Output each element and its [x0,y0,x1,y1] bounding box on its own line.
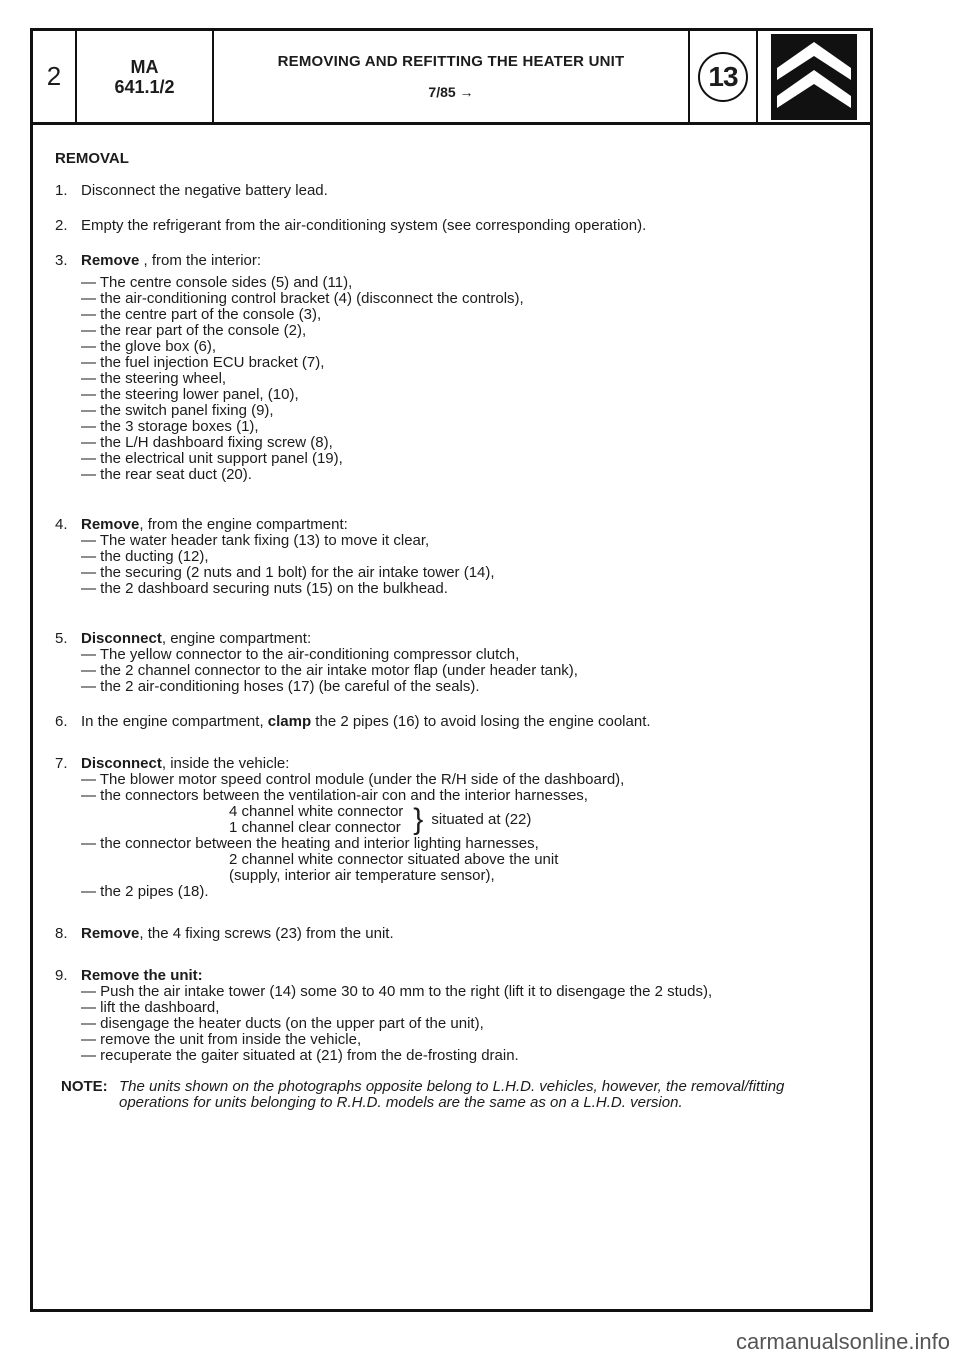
page-frame [30,28,873,1312]
step-number: 7. [55,755,68,772]
step-4 [55,517,850,597]
list-item: — the 2 channel connector to the air intake motor flap (under header tank), [81,662,578,679]
step-2 [55,218,850,234]
step-number: 4. [55,516,68,533]
section-heading: REMOVAL [55,150,129,167]
list-item: — the connector between the heating and interior lighting harnesses, [81,835,539,852]
list-item: — The water header tank fixing (13) to move it clear, [81,532,430,549]
step-number: 9. [55,967,68,984]
note-line: operations for units belonging to R.H.D. models are the same as on a L.H.D. version. [119,1094,683,1111]
step-text: , from the interior: [139,252,262,269]
step-3 [55,253,850,483]
note [55,1079,850,1111]
step-text: , the 4 fixing screws (23) from the unit. [139,925,394,942]
list-item: — the 2 pipes (18). [81,883,209,900]
step-text: , inside the vehicle: [161,755,290,772]
list-item: — the 2 air-conditioning hoses (17) (be careful of the seals). [81,678,480,695]
list-item: — lift the dashboard, [81,999,220,1016]
list-item: — the fuel injection ECU bracket (7), [81,354,325,371]
chapter-number: 13 [698,52,748,102]
step-7 [55,756,850,900]
page-header [33,31,870,125]
connector-group [229,804,850,836]
code-line-2: 641.1/2 [114,76,175,97]
watermark: carmanualsonline.info [735,1329,950,1354]
step-action: Disconnect [81,630,162,647]
list-item: — the rear seat duct (20). [81,466,252,483]
note-label: NOTE: [61,1078,108,1095]
list-item: — the L/H dashboard fixing screw (8), [81,434,333,451]
sub-line: 2 channel white connector situated above the unit [229,851,559,868]
code-line-1: MA [130,56,159,77]
step-number: 5. [55,630,68,647]
step-text: In the engine compartment, [81,713,268,730]
step-6 [55,714,850,730]
operation-code [77,31,214,122]
step-action: Remove the unit: [81,967,203,984]
step-number: 6. [55,713,68,730]
list-item: — the securing (2 nuts and 1 bolt) for the air intake tower (14), [81,564,495,581]
logo-cell [758,31,870,122]
chapter-cell [690,31,758,122]
step-action: Disconnect [81,755,162,772]
step-8 [55,926,850,942]
connector-line: 4 channel white connector [229,803,404,820]
step-action: Remove [81,252,140,269]
brace-icon: } [413,803,424,836]
step-number: 2. [55,217,68,234]
sub-line: (supply, interior air temperature sensor), [229,867,495,884]
header-title-block [214,31,690,122]
list-item: — The centre console sides (5) and (11), [81,274,353,291]
step-text: Disconnect the negative battery lead. [81,182,328,199]
list-item: — the 2 dashboard securing nuts (15) on the bulkhead. [81,580,448,597]
step-1 [55,183,850,199]
list-item: — disengage the heater ducts (on the upper part of the unit), [81,1015,484,1032]
list-item: — the air-conditioning control bracket (4) (disconnect the controls), [81,290,524,307]
list-item: — the ducting (12), [81,548,209,565]
step-5 [55,631,850,695]
citroen-logo-icon [771,34,857,120]
list-item: — the electrical unit support panel (19), [81,450,343,467]
list-item: — The yellow connector to the air-conditioning compressor clutch, [81,646,520,663]
step-number: 1. [55,182,68,199]
step-action: Remove [81,925,140,942]
list-item: — the rear part of the console (2), [81,322,307,339]
section-number: 2 [33,31,77,122]
list-item: — recuperate the gaiter situated at (21) from the de-frosting drain. [81,1047,519,1064]
list-item: — the centre part of the console (3), [81,306,322,323]
step-number: 3. [55,252,68,269]
note-line: The units shown on the photographs opposite belong to L.H.D. vehicles, however, the removal/fitting [119,1078,785,1095]
list-item: — The blower motor speed control module (under the R/H side of the dashboard), [81,771,625,788]
step-action: Remove [81,516,140,533]
step-text: Empty the refrigerant from the air-conditioning system (see corresponding operation). [81,217,647,234]
step-text: the 2 pipes (16) to avoid losing the engine coolant. [311,713,651,730]
date-code: 7/85 → [428,84,474,100]
list-item: — Push the air intake tower (14) some 30 to 40 mm to the right (lift it to disengage the 2 studs), [81,983,713,1000]
list-item: — the switch panel fixing (9), [81,402,274,419]
step-text: , from the engine compartment: [139,516,348,533]
list-item: — the steering wheel, [81,370,227,387]
step-text: , engine compartment: [161,630,312,647]
list-item: — the 3 storage boxes (1), [81,418,259,435]
list-item: — remove the unit from inside the vehicle, [81,1031,362,1048]
list-item: — the connectors between the ventilation-air con and the interior harnesses, [81,787,588,804]
step-action: clamp [267,713,312,730]
list-item: — the steering lower panel, (10), [81,386,299,403]
step-number: 8. [55,925,68,942]
content [55,151,850,1111]
page-title: REMOVING AND REFITTING THE HEATER UNIT [277,53,625,70]
connector-line: 1 channel clear connector [229,819,401,836]
list-item: — the glove box (6), [81,338,217,355]
connector-location: situated at (22) [431,811,532,828]
step-9 [55,968,850,1064]
